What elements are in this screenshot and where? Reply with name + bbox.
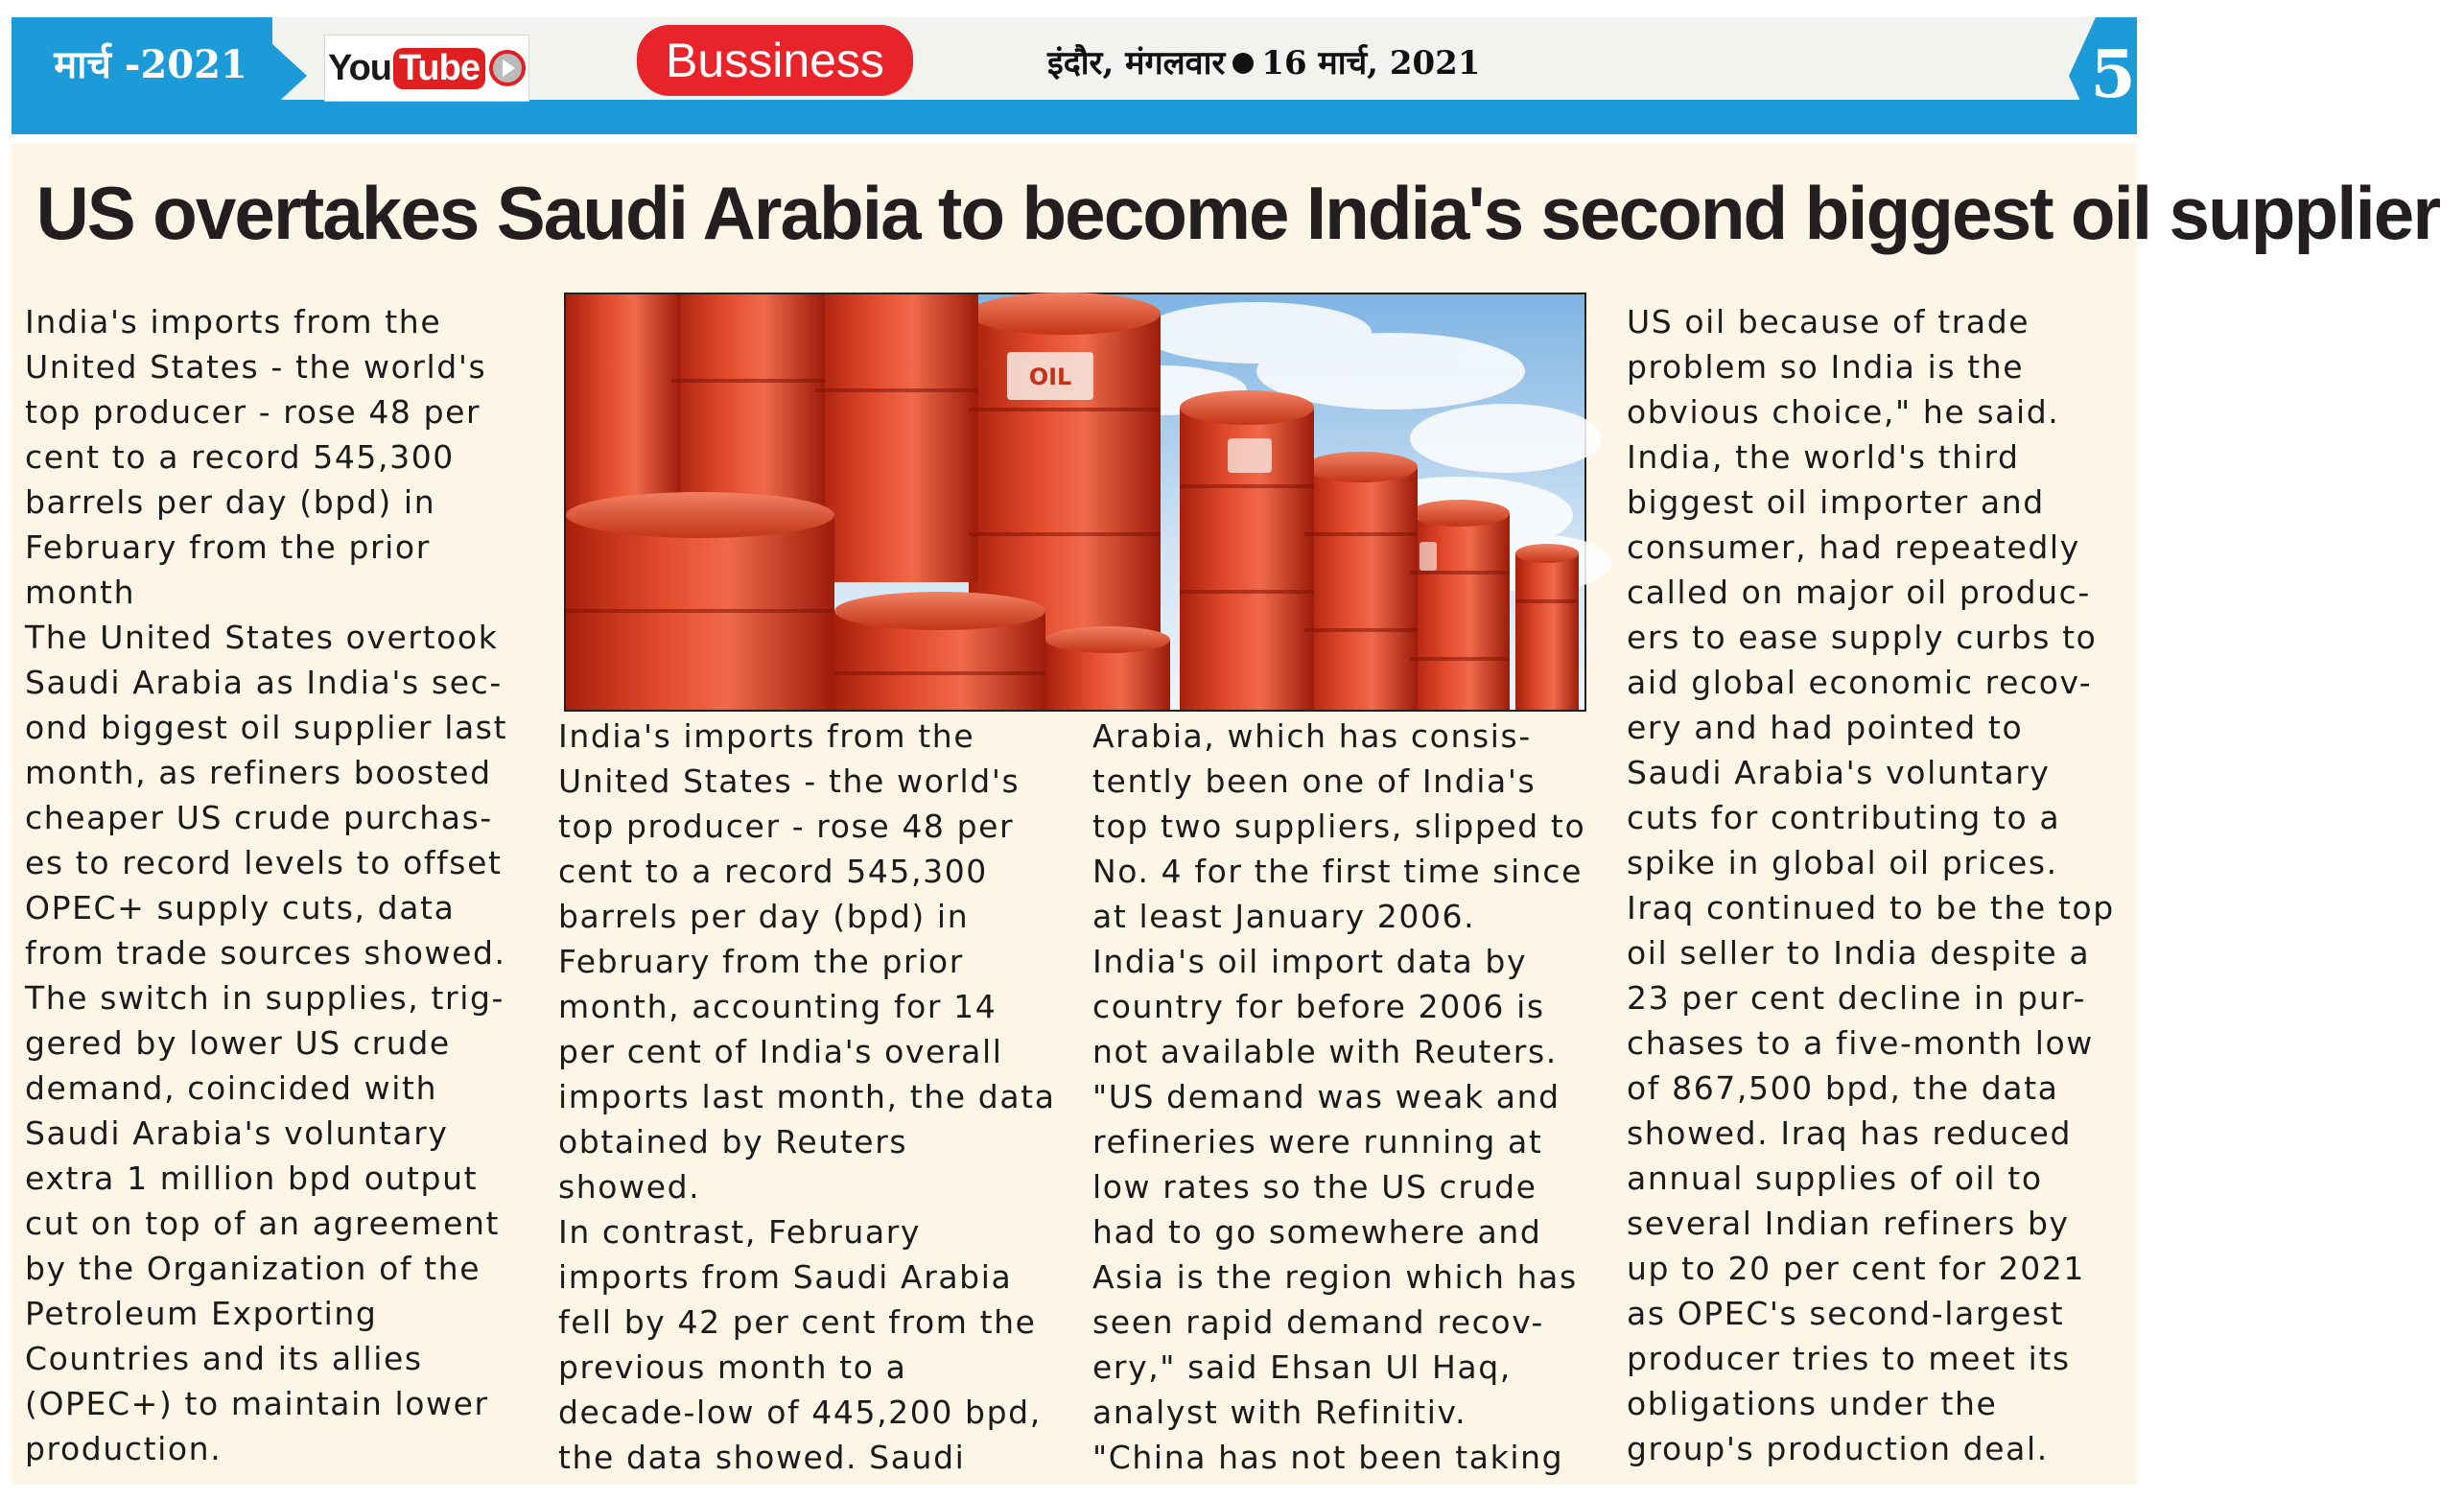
- oil-barrels-illustration: [566, 294, 1584, 710]
- youtube-logo-you: You: [328, 47, 391, 88]
- section-label: Bussiness: [637, 25, 913, 96]
- article-headline: [12, 153, 2440, 272]
- page-number: 5: [2090, 36, 2136, 113]
- headline-text: US overtakes Saudi Arabia to become India's second biggest oil supplier: [35, 171, 2440, 255]
- oil-barrels-photo: [564, 293, 1586, 712]
- masthead-header: [12, 17, 2137, 134]
- issue-date: 16 मार्च, 2021: [1261, 44, 1481, 82]
- barrel-label: OIL: [1028, 363, 1072, 390]
- bullet-dot-icon: [1232, 53, 1254, 74]
- article-column-2: India's imports from the United States - the world's top producer - rose 48 per cent to a record 545,300 barrels per day (bpd) in February from the prior month, accounting for 14 per cent of India's overall imports last month, the data obtained by Reuters showed. In contrast, February imports from Saudi Arabia fell by 42 per cent from the previous month to a decade-low of 445,200 bpd, the data showed. Saudi: [558, 717, 1056, 1476]
- youtube-logo-tube: Tube: [393, 48, 485, 89]
- youtube-logo[interactable]: [324, 35, 529, 102]
- article-column-1: India's imports from the United States - the world's top producer - rose 48 per cent to a record 545,300 barrels per day (bpd) in February from the prior month The United States overtook Saudi Arabia as India's sec- ond biggest oil supplier last month, as refiners boosted cheaper US crude purchas- es to record levels to offset OPEC+ supply cuts, data from trade sources showed. The switch in supplies, trig- gered by lower US crude demand, coincided with Saudi Arabia's voluntary extra 1 million bpd output cut on top of an agreement by the Organization of the Petroleum Exporting Countries and its allies (OPEC+) to maintain lower production.: [25, 303, 508, 1467]
- article-column-4: US oil because of trade problem so India is the obvious choice," he said. India, the world's third biggest oil importer and consumer, had repeatedly called on major oil produc- ers to ease supply curbs to aid global economic recov- ery and had pointed to Saudi Arabia's voluntary cuts for contributing to a spike in global oil prices. Iraq continued to be the top oil seller to India despite a 23 per cent decline in pur- chases to a five-month low of 867,500 bpd, the data showed. Iraq has reduced annual supplies of oil to several Indian refiners by up to 20 per cent for 2021 as OPEC's second-largest producer tries to meet its obligations under the group's production deal.: [1627, 303, 2115, 1467]
- header-blue-bar: [12, 100, 2137, 134]
- dateline: [1047, 36, 1584, 90]
- month-label: मार्च -2021: [54, 42, 247, 87]
- city-day: इंदौर, मंगलवार: [1047, 44, 1226, 82]
- article-column-3: Arabia, which has consis- tently been one of India's top two suppliers, slipped to No. 4 for the first time since at least January 2006. India's oil import data by country for before 2006 is not available with Reuters. "US demand was weak and refineries were running at low rates so the US crude had to go somewhere and Asia is the region which has seen rapid demand recov- ery," said Ehsan Ul Haq, analyst with Refinitiv. "China has not been taking: [1092, 717, 1586, 1476]
- play-icon: [489, 50, 526, 86]
